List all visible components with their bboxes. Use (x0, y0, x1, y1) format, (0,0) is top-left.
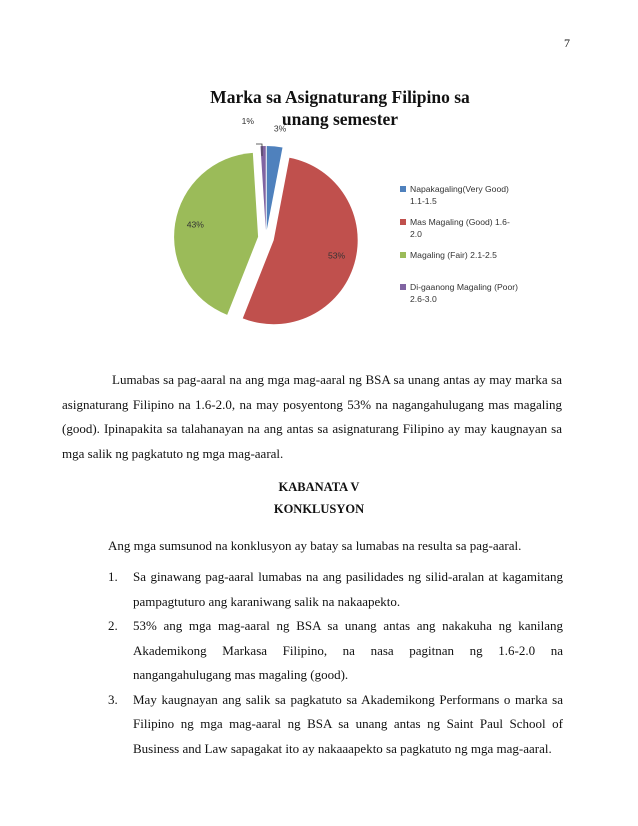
pie-slice-poor (260, 146, 265, 230)
legend-label-2: 2.6-3.0 (410, 294, 437, 304)
pie-slice-fair (174, 153, 258, 315)
legend-label-2: 2.0 (410, 229, 422, 239)
data-label-very-good: 3% (273, 123, 287, 134)
conclusion-item (108, 614, 563, 688)
conclusion-number: 2. (108, 618, 118, 633)
legend-label: Napakagaling(Very Good) (410, 184, 509, 194)
legend-item-good (400, 216, 550, 240)
legend-swatch (400, 284, 406, 290)
legend-item-very-good (400, 183, 550, 207)
legend-item-fair (400, 249, 550, 261)
chart-title-line1: Marka sa Asignaturang Filipino sa (210, 87, 470, 107)
data-label-poor: 1% (241, 115, 255, 126)
conclusion-number: 3. (108, 691, 118, 707)
chapter-heading: KABANATA V (278, 480, 360, 494)
conclusion-text: 53% ang mga mag-aaral ng BSA sa unang antas ang nakakuha ng kanilang Akademikong Markasa Filipino, na nasa pagitnan ng 1.6-2.0 na nangangahulugang mas magaling (good). (133, 618, 563, 682)
legend-swatch (400, 186, 406, 192)
legend-label: Mas Magaling (Good) 1.6- (410, 217, 510, 227)
legend-swatch (400, 219, 406, 225)
chart-title-line2: unang semester (281, 109, 399, 129)
data-label-good: 53% (327, 250, 346, 261)
conclusion-list (108, 565, 563, 761)
pie-slice-good (243, 158, 358, 325)
conclusion-item (108, 688, 563, 762)
section-heading: KONKLUSYON (273, 502, 365, 516)
legend-label: Di-gaanong Magaling (Poor) (410, 282, 518, 292)
legend-swatch (400, 252, 406, 258)
conclusion-text: Sa ginawang pag-aaral lumabas na ang pasilidades ng silid-aralan at kagamitang pampagtuturo ang karaniwang salik na nakaapekto. (133, 569, 563, 609)
legend-label-2: 1.1-1.5 (410, 196, 437, 206)
page-number: 7 (564, 36, 570, 50)
conclusion-intro: Ang mga sumsunod na konklusyon ay batay sa lumabas na resulta sa pag-aaral. (108, 538, 522, 553)
conclusion-number: 1. (108, 569, 118, 584)
conclusion-item (108, 565, 563, 614)
data-label-fair: 43% (186, 219, 204, 230)
chart-legend (400, 183, 550, 314)
conclusion-text: May kaugnayan ang salik sa pagkatuto sa Akademikong Performans o marka sa Filipino ng mga mag-aaral ng BSA sa unang antas ng Saint Paul School of Business and Law sapagakat ito ay nakaaapekto sa pagkatuto ng mga mag-aaral. (133, 691, 563, 756)
results-paragraph: Lumabas sa pag-aaral na ang mga mag-aaral ng BSA sa unang antas ay may marka sa asignaturang Filipino na 1.6-2.0, na may posyentong 53% na nagangahulugang mas magaling (good). Ipinapakita sa talahanayan na ang antas sa asignaturang Filipino ay may kaugnayan sa mga salik ng pagkatuto ng mga mag-aaral. (62, 372, 562, 461)
legend-label: Magaling (Fair) 2.1-2.5 (410, 250, 497, 260)
legend-item-poor (400, 281, 550, 305)
